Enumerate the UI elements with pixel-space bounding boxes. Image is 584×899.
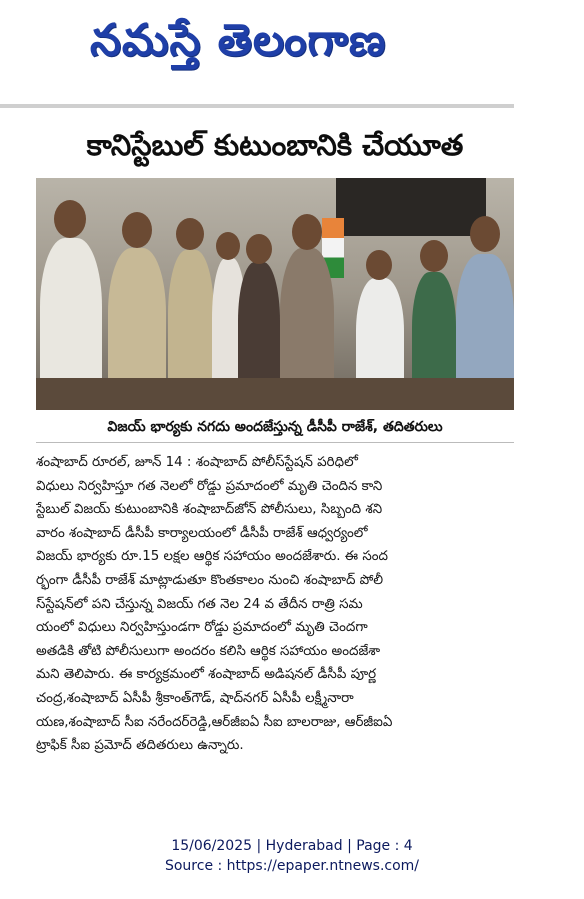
article-body-line: చంద్ర,శంషాబాద్ ఏసీపీ శ్రీకాంత్‌గౌడ్, షాద్‌నగర్ ఏసీపీ లక్ష్మీనారా — [36, 690, 354, 706]
article-body-line: శంషాబాద్ రూరల్, జూన్ 14 : శంషాబాద్ పోలీస్‌స్టేషన్ పరిధిలో — [36, 455, 358, 470]
article-body-line: ట్రాఫిక్ సీఐ ప్రమోద్ తదితరులు ఉన్నారు. — [36, 738, 244, 754]
photo-caption: విజయ్ భార్యకు నగదు అందజేస్తున్న డీసీపీ రాజేశ్, తదితరులు — [36, 412, 514, 443]
article-headline: కానిస్టేబుల్ కుటుంబానికి చేయూత — [86, 128, 464, 162]
article-body-line: యంలో విధులు నిర్వహిస్తుండగా రోడ్డు ప్రమాదంలో మృతి చెందగా — [36, 620, 368, 636]
photo-person-head — [176, 218, 204, 250]
article-body-line: మని తెలిపారు. ఈ కార్యక్రమంలో శంషాబాద్ అడిషనల్ డీసీపీ పూర్ణ — [36, 667, 377, 683]
article-body-line: స్టేబుల్ విజయ్ కుటుంబానికి శంషాబాద్‌జోన్ పోలీసులు, సిబ్బంది శని — [36, 502, 383, 518]
article-body-line: యణ,శంషాబాద్ సీఐ నరేందర్‌రెడ్డి,ఆర్‌జీఐఏ సీఐ బాలరాజు, ఆర్‌జీఐఏ — [36, 714, 393, 730]
photo-person-head — [366, 250, 392, 280]
footer-date-line: 15/06/2025 | Hyderabad | Page : 4 — [171, 838, 413, 854]
photo-person-head — [470, 216, 500, 252]
article-body-line: అతడికి తోటి పోలీసులుగా అందరం కలిసి ఆర్థిక సహాయం అందజేశా — [36, 643, 381, 659]
photo-background-banner — [336, 178, 486, 236]
photo-person-head — [246, 234, 272, 264]
footer-source-line[interactable]: Source : https://epaper.ntnews.com/ — [164, 858, 420, 874]
photo-person-head — [216, 232, 240, 260]
photo-person-head — [122, 212, 152, 248]
article-body-line: విధులు నిర్వహిస్తూ గత నెలలో రోడ్డు ప్రమాదంలో మృతి చెందిన కాని — [36, 478, 383, 494]
article-body-line: స్‌స్టేషన్‌లో పని చేస్తున్న విజయ్ గత నెల 24 వ తేదీన రాత్రి సమ — [36, 596, 363, 612]
article-body-line: విజయ్ భార్యకు రూ.15 లక్షల ఆర్థిక సహాయం అందజేశారు. ఈ సంద — [36, 549, 388, 565]
article-body-line: వారం శంషాబాద్ డీసీపీ కార్యాలయంలో డీసీపీ రాజేశ్ ఆధ్వర్యంలో — [36, 525, 368, 541]
article-body — [36, 451, 514, 758]
photo-person-head — [54, 200, 86, 238]
article-body-line: ర్భంగా డీసీపీ రాజేశ్ మాట్లాడుతూ కొంతకాలం నుంచి శంషాబాద్ పోలీ — [36, 572, 384, 588]
article-photo — [36, 178, 514, 410]
photo-person-head — [420, 240, 448, 272]
masthead-divider — [0, 104, 514, 108]
photo-desk — [36, 378, 514, 410]
photo-person-head — [292, 214, 322, 250]
newspaper-masthead: నమస్తే తెలంగాణ — [90, 15, 387, 66]
